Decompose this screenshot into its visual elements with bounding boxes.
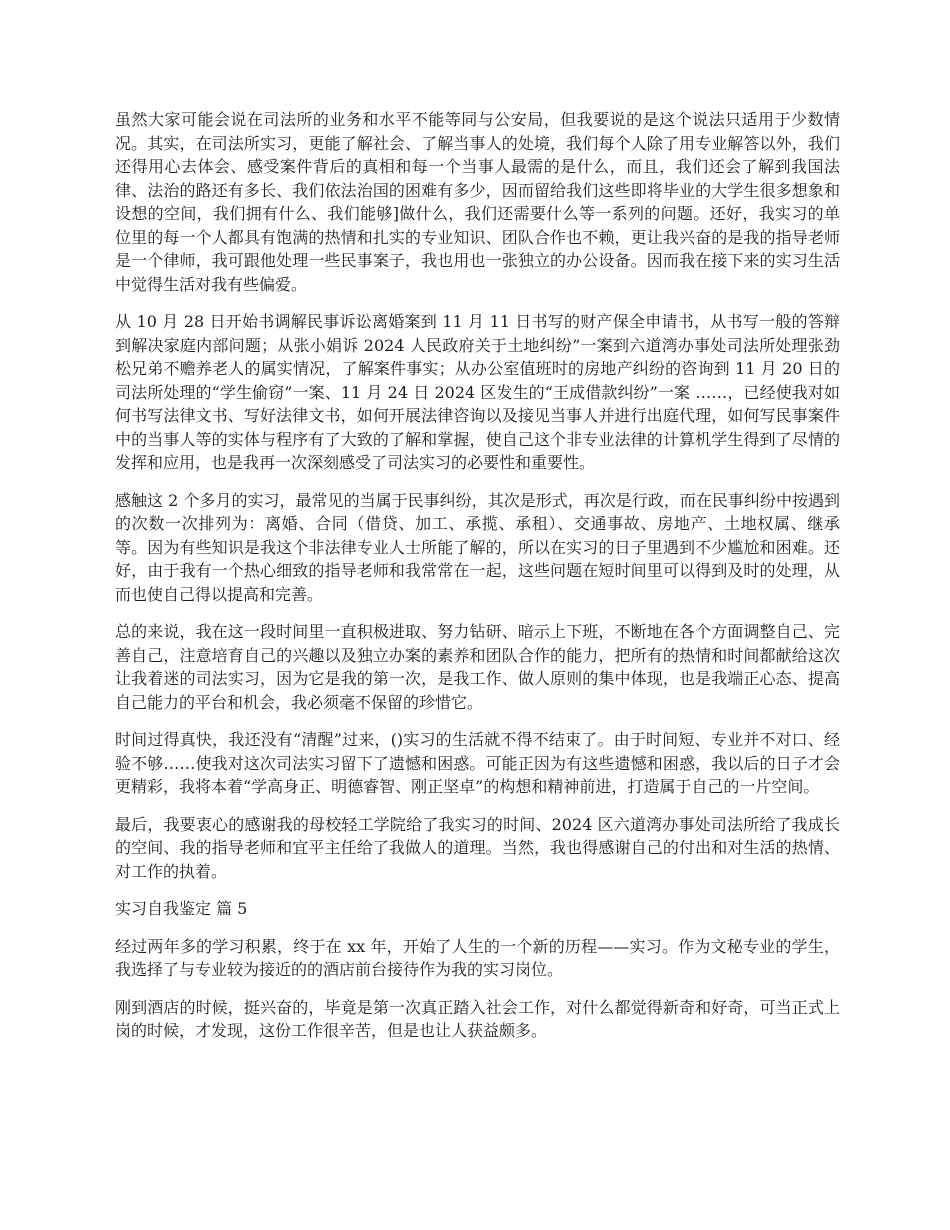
paragraph: 总的来说，我在这一段时间里一直积极进取、努力钻研、暗示上下班，不断地在各个方面调整自己、完善自己，注意培育自己的兴趣以及独立办案的素养和团队合作的能力，把所有的热情和时间都献给这次让我着迷的司法实习，因为它是我的第一次，是我工作、做人原则的集中体现，也是我端正心态、提高自己能力的平台和机会，我必须毫不保留的珍惜它。 (115, 622, 840, 712)
paragraph: 刚到酒店的时候，挺兴奋的，毕竟是第一次真正踏入社会工作，对什么都觉得新奇和好奇，可当正式上岗的时候，才发现，这份工作很辛苦，但是也让人获益颇多。 (115, 997, 840, 1040)
paragraph: 虽然大家可能会说在司法所的业务和水平不能等同与公安局，但我要说的是这个说法只适用于少数情况。其实，在司法所实习，更能了解社会、了解当事人的处境，我们每个人除了用专业解答以外，我们还得用心去体会、感受案件背后的真相和每一个当事人最需的是什么，而且，我们还会了解到我国法律、法治的路还有多长、我们依法治国的困难有多少，因而留给我们这些即将毕业的大学生很多想象和设想的空间，我们拥有什么、我们能够]做什么，我们还需要什么等一系列的问题。还好，我实习的单位里的每一个人都具有饱满的热情和扎实的专业知识、团队合作也不赖，更让我兴奋的是我的指导老师是一个律师，我可跟他处理一些民事案子，我也用也一张独立的办公设备。因而我在接下来的实习生活中觉得生活对我有些偏爱。 (115, 110, 840, 294)
paragraph: 经过两年多的学习积累，终于在 xx 年，开始了人生的一个新的历程——实习。作为文秘专业的学生，我选择了与专业较为接近的的酒店前台接待作为我的实习岗位。 (115, 936, 840, 979)
section-heading: 实习自我鉴定 篇 5 (115, 899, 248, 918)
paragraph: 最后，我要衷心的感谢我的母校轻工学院给了我实习的时间、2024 区六道湾办事处司法所给了我成长的空间、我的指导老师和宜平主任给了我做人的道理。当然，我也得感谢自己的付出和对生活的热情、对工作的执着。 (115, 814, 840, 881)
document-page (115, 108, 840, 1057)
paragraph: 感触这 2 个多月的实习，最常见的当属于民事纠纷，其次是形式，再次是行政，而在民事纠纷中按遇到的次数一次排列为：离婚、合同（借贷、加工、承揽、承租）、交通事故、房地产、土地权属、继承等。因为有些知识是我这个非法律专业人士所能了解的，所以在实习的日子里遇到不少尴尬和困难。还好，由于我有一个热心细致的指导老师和我常常在一起，这些问题在短时间里可以得到及时的处理，从而也使自己得以提高和完善。 (115, 490, 840, 604)
paragraph: 从 10 月 28 日开始书调解民事诉讼离婚案到 11 月 11 日书写的财产保全申请书，从书写一般的答辩到解决家庭内部问题；从张小娟诉 2024 人民政府关于土地纠纷”一案到六道湾办事处司法所处理张劲松兄弟不赡养老人的属实情况，了解案件事实；从办公室值班时的房地产纠纷的咨询到 11 月 20 日的司法所处理的“学生偷窃”一案、11 月 24 日 2024 区发生的“王成借款纠纷”一案 ……，已经使我对如何书写法律文书、写好法律文书，如何开展法律咨询以及接见当事人并进行出庭代理，如何写民事案件中的当事人等的实体与程序有了大致的了解和掌握，使自己这个非专业法律的计算机学生得到了尽情的发挥和应用，也是我再一次深刻感受了司法实习的必要性和重要性。 (115, 312, 840, 472)
paragraph: 时间过得真快，我还没有“清醒”过来，()实习的生活就不得不结束了。由于时间短、专业并不对口、经验不够……使我对这次司法实习留下了遗憾和困惑。可能正因为有这些遗憾和困惑，我以后的日子才会更精彩，我将本着“学高身正、明德睿智、刚正坚卓”的构想和精神前进，打造属于自己的一片空间。 (115, 730, 840, 796)
